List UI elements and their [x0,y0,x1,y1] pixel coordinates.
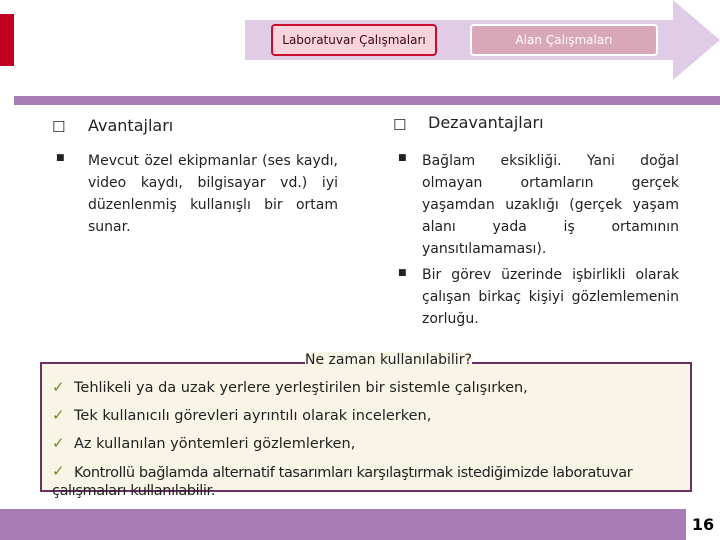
square-bullet-icon: ■ [56,153,65,163]
tab-laboratuvar[interactable] [271,24,437,56]
advantages-item: Mevcut özel ekipmanlar (ses kaydı, video kaydı, bilgisayar vd.) iyi düzenlenmiş kullanışlı bir ortam sunar. [88,153,338,235]
square-bullet-icon: ■ [398,268,407,278]
footer-bar [0,509,720,540]
tab-alan[interactable] [470,24,658,56]
square-open-icon: ☐ [52,118,66,136]
when-item: Tek kullanıcılı görevleri ayrıntılı olarak incelerken, [74,408,432,424]
square-open-icon: ☐ [393,116,407,134]
tab-alan-label: Alan Çalışmaları [515,33,613,47]
advantages-heading: Avantajları [88,116,174,135]
when-item: Az kullanılan yöntemleri gözlemlerken, [74,436,356,452]
disadvantages-heading: Dezavantajları [428,113,544,132]
disadvantages-item: Bir görev üzerinde işbirlikli olarak çalışan birkaç kişiyi gözlemlemenin zorluğu. [422,267,679,327]
when-item: Kontrollü bağlamda alternatif tasarımları karşılaştırmak istediğimizde laboratuvar çalışmaları kullanılabilir. [52,465,633,499]
red-accent-block [0,14,14,66]
checkmark-icon: ✓ [52,406,65,424]
page-number: 16 [686,509,720,540]
disadvantages-item: Bağlam eksikliği. Yani doğal olmayan ortamların gerçek yaşamdan uzaklığı (gerçek yaşam alanı yada iş ortamının yansıtılamaması). [422,153,679,257]
checkmark-icon: ✓ [52,462,65,480]
tab-laboratuvar-label: Laboratuvar Çalışmaları [282,33,426,47]
checkmark-icon: ✓ [52,378,65,396]
when-item: Tehlikeli ya da uzak yerlere yerleştirilen bir sistemle çalışırken, [74,380,528,396]
section-divider [14,96,720,105]
when-to-use-title: Ne zaman kullanılabilir? [305,352,472,368]
checkmark-icon: ✓ [52,434,65,452]
square-bullet-icon: ■ [398,153,407,163]
